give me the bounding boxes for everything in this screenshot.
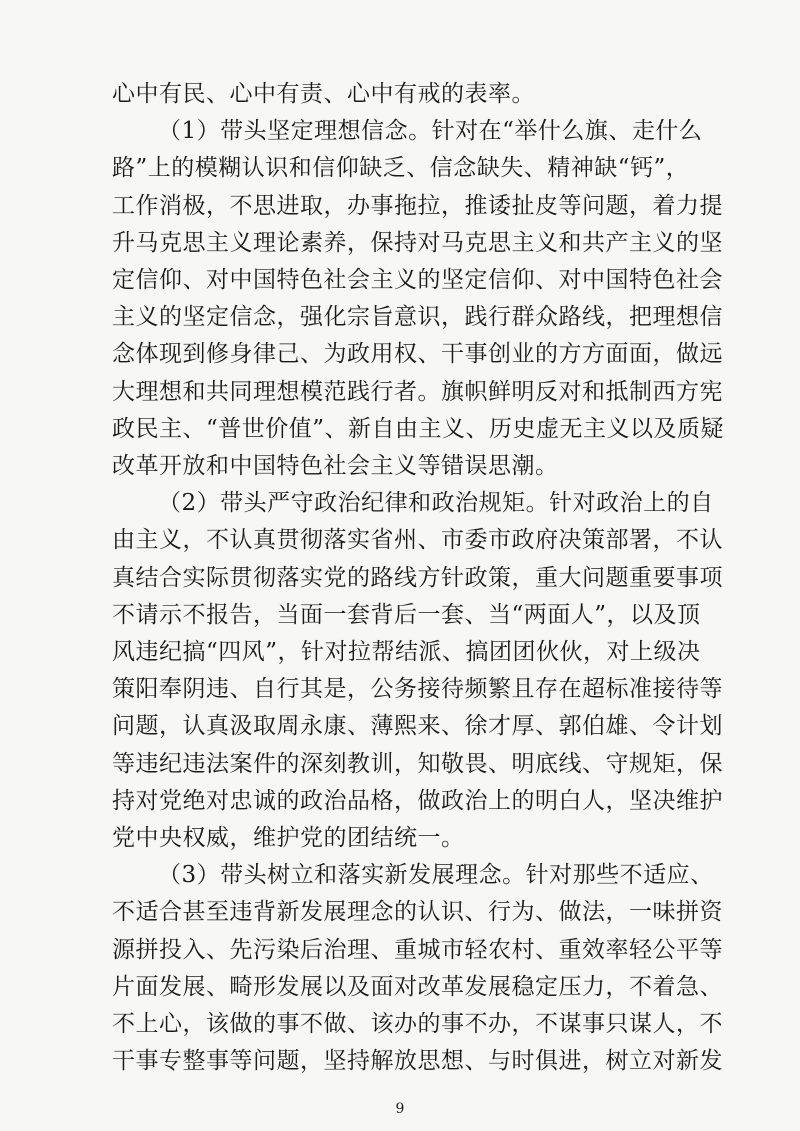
paragraph-heading-3: （3）带头树立和落实新发展理念。针对那些不适应、 xyxy=(158,862,714,889)
text-line: 工作消极，不思进取，办事拖拉，推诿扯皮等问题，着力提 xyxy=(112,192,723,219)
text-line: 改革开放和中国特色社会主义等错误思潮。 xyxy=(112,453,559,479)
text-line: 主义的坚定信念，强化宗旨意识，践行群众路线，把理想信 xyxy=(112,304,723,331)
text-line: 升马克思主义理论素养，保持对马克思主义和共产主义的坚 xyxy=(112,229,723,256)
text-line: 不请示不报告，当面一套背后一套、当“两面人”，以及顶 xyxy=(112,601,701,628)
text-line: 党中央权威，维护党的团结统一。 xyxy=(112,825,465,851)
text-line: 源拼投入、先污染后治理、重城市轻农村、重效率轻公平等 xyxy=(112,936,723,963)
text-line: 持对党绝对忠诚的政治品格，做政治上的明白人，坚决维护 xyxy=(112,787,723,814)
text-line: 路”上的模糊认识和信仰缺乏、信念缺失、精神缺“钙”， xyxy=(112,155,690,182)
text-line: 风违纪搞“四风”，针对拉帮结派、搞团团伙伙，对上级决 xyxy=(112,639,701,665)
text-line: 干事专整事等问题，坚持解放思想、与时俱进，树立对新发 xyxy=(112,1048,723,1075)
text-line: 心中有民、心中有责、心中有戒的表率。 xyxy=(112,81,535,107)
text-line: 真结合实际贯彻落实党的路线方针政策，重大问题重要事项 xyxy=(112,564,723,591)
text-line: 政民主、“普世价值”、新自由主义、历史虚无主义以及质疑 xyxy=(112,415,725,442)
text-line: 不适合甚至违背新发展理念的认识、行为、做法，一味拼资 xyxy=(112,899,723,926)
text-line: 问题，认真汲取周永康、薄熙来、徐才厚、郭伯雄、令计划 xyxy=(112,713,723,740)
text-line: 大理想和共同理想模范践行者。旗帜鲜明反对和抵制西方宪 xyxy=(112,378,723,405)
paragraph-heading-1: （1）带头坚定理想信念。针对在“举什么旗、走什么 xyxy=(158,118,703,145)
text-line: 由主义，不认真贯彻落实省州、市委市政府决策部署，不认 xyxy=(112,527,723,554)
text-line: 不上心，该做的事不做、该办的事不办，不谋事只谋人，不 xyxy=(112,1011,723,1037)
page-number: 9 xyxy=(395,1101,405,1117)
text-line: 片面发展、畸形发展以及面对改革发展稳定压力，不着急、 xyxy=(112,973,723,1000)
text-line: 念体现到修身律己、为政用权、干事创业的方方面面，做远 xyxy=(112,341,723,368)
text-line: 定信仰、对中国特色社会主义的坚定信仰、对中国特色社会 xyxy=(112,267,723,293)
paragraph-heading-2: （2）带头严守政治纪律和政治规矩。针对政治上的自 xyxy=(158,490,714,517)
text-line: 等违纪违法案件的深刻教训，知敬畏、明底线、守规矩，保 xyxy=(112,750,723,777)
text-line: 策阳奉阴违、自行其是，公务接待频繁且存在超标准接待等 xyxy=(112,676,723,703)
